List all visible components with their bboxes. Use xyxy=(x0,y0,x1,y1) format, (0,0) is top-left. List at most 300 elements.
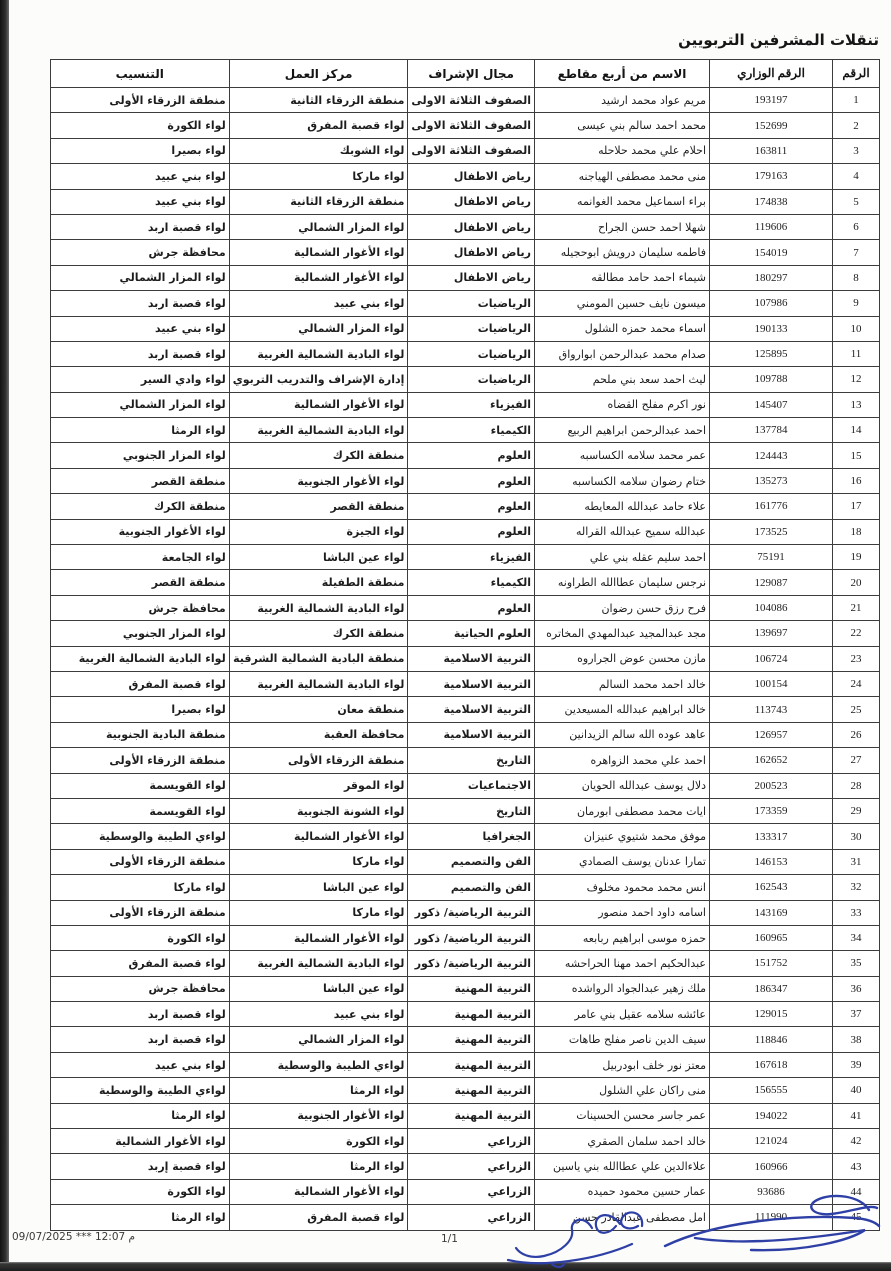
table-row xyxy=(50,88,879,113)
cell-work_center: لواء المزار الشمالي xyxy=(229,1027,408,1052)
cell-name: اسماء محمد حمزه الشلول xyxy=(535,316,710,341)
cell-assignment: منطقة البادية الجنوبية xyxy=(50,722,229,747)
cell-name: مجد عبدالمجيد عبدالمهدي المخاتره xyxy=(535,621,710,646)
cell-assignment: منطقة الزرقاء الأولى xyxy=(50,748,229,773)
cell-num: 44 xyxy=(833,1179,880,1204)
cell-name: اسامه داود احمد منصور xyxy=(535,900,710,925)
cell-name: انس محمد محمود مخلوف xyxy=(535,875,710,900)
cell-work_center: لواء الأغوار الجنوبية xyxy=(229,1103,408,1128)
cell-ministry_id: 162652 xyxy=(710,748,833,773)
table-row xyxy=(50,418,879,443)
cell-work_center: لواء ماركا xyxy=(229,900,408,925)
cell-name: صدام محمد عبدالرحمن ابوارواق xyxy=(535,341,710,366)
cell-num: 6 xyxy=(833,214,880,239)
cell-name: تمارا عدنان يوسف الصمادي xyxy=(535,849,710,874)
cell-work_center: لواء البادية الشمالية الغربية xyxy=(229,341,408,366)
cell-ministry_id: 118846 xyxy=(710,1027,833,1052)
cell-ministry_id: 124443 xyxy=(710,443,833,468)
cell-ministry_id: 145407 xyxy=(710,392,833,417)
cell-num: 2 xyxy=(833,113,880,138)
signature-right xyxy=(655,1188,885,1268)
table-row xyxy=(50,773,879,798)
cell-num: 19 xyxy=(833,545,880,570)
cell-ministry_id: 156555 xyxy=(710,1078,833,1103)
cell-field: العلوم xyxy=(408,468,535,493)
table-row xyxy=(50,164,879,189)
table-row xyxy=(50,291,879,316)
cell-ministry_id: 143169 xyxy=(710,900,833,925)
cell-num: 40 xyxy=(833,1078,880,1103)
cell-name: عبدالحكيم احمد مهنا الحراحشه xyxy=(535,951,710,976)
table-row xyxy=(50,1154,879,1179)
cell-ministry_id: 193197 xyxy=(710,88,833,113)
cell-assignment: منطقة القصر xyxy=(50,570,229,595)
table-row xyxy=(50,951,879,976)
cell-field: رياض الاطفال xyxy=(408,214,535,239)
cell-work_center: منطقة القصر xyxy=(229,494,408,519)
cell-work_center: منطقة الكرك xyxy=(229,443,408,468)
table-row xyxy=(50,1027,879,1052)
cell-name: عبدالله سميح عبدالله القراله xyxy=(535,519,710,544)
cell-assignment: لواء المزار الجنوبي xyxy=(50,621,229,646)
cell-name: عاهد عوده الله سالم الزيدانين xyxy=(535,722,710,747)
cell-name: خالد احمد محمد السالم xyxy=(535,671,710,696)
cell-num: 30 xyxy=(833,824,880,849)
table-row xyxy=(50,113,879,138)
cell-num: 15 xyxy=(833,443,880,468)
cell-ministry_id: 186347 xyxy=(710,976,833,1001)
cell-assignment: منطقة الكرك xyxy=(50,494,229,519)
cell-field: الرياضيات xyxy=(408,291,535,316)
scan-edge-left xyxy=(0,0,9,1271)
cell-num: 18 xyxy=(833,519,880,544)
table-row xyxy=(50,595,879,620)
cell-ministry_id: 161776 xyxy=(710,494,833,519)
table-row xyxy=(50,189,879,214)
cell-work_center: لواء الشونة الجنوبية xyxy=(229,798,408,823)
cell-field: التربية المهنية xyxy=(408,1078,535,1103)
cell-ministry_id: 152699 xyxy=(710,113,833,138)
cell-name: ليث احمد سعد بني ملحم xyxy=(535,367,710,392)
cell-field: التربية الاسلامية xyxy=(408,646,535,671)
cell-assignment: لواءي الطيبة والوسطية xyxy=(50,824,229,849)
cell-field: الفن والتصميم xyxy=(408,849,535,874)
cell-assignment: لواء بصيرا xyxy=(50,697,229,722)
cell-num: 4 xyxy=(833,164,880,189)
cell-num: 39 xyxy=(833,1052,880,1077)
cell-field: التربية المهنية xyxy=(408,1103,535,1128)
cell-field: الكيمياء xyxy=(408,570,535,595)
page-title: تنقلات المشرفين التربويين xyxy=(678,31,879,49)
cell-ministry_id: 151752 xyxy=(710,951,833,976)
header-number: الرقم xyxy=(833,60,880,88)
cell-ministry_id: 113743 xyxy=(710,697,833,722)
cell-num: 26 xyxy=(833,722,880,747)
table-row xyxy=(50,443,879,468)
cell-assignment: منطقة الزرقاء الأولى xyxy=(50,849,229,874)
table-body xyxy=(50,88,879,1231)
header-supervision-field: مجال الإشراف xyxy=(408,60,535,88)
cell-num: 31 xyxy=(833,849,880,874)
cell-field: الزراعي xyxy=(408,1205,535,1230)
cell-work_center: لواء عين الباشا xyxy=(229,976,408,1001)
cell-work_center: منطقة الزرقاء الأولى xyxy=(229,748,408,773)
cell-num: 1 xyxy=(833,88,880,113)
table-row xyxy=(50,1002,879,1027)
cell-assignment: لواء قصبة اربد xyxy=(50,1002,229,1027)
cell-field: العلوم xyxy=(408,519,535,544)
cell-ministry_id: 173359 xyxy=(710,798,833,823)
cell-num: 9 xyxy=(833,291,880,316)
cell-work_center: لواء الجيزة xyxy=(229,519,408,544)
cell-assignment: لواء قصبة إربد xyxy=(50,1154,229,1179)
table-row xyxy=(50,875,879,900)
cell-assignment: لواء قصبة المفرق xyxy=(50,671,229,696)
cell-ministry_id: 137784 xyxy=(710,418,833,443)
header-assignment: التنسيب xyxy=(50,60,229,88)
cell-field: التربية المهنية xyxy=(408,1052,535,1077)
table-row xyxy=(50,748,879,773)
footer-timestamp: 09/07/2025 *** 12:07 م xyxy=(12,1231,136,1243)
footer-page-number: 1/1 xyxy=(441,1233,458,1245)
cell-name: ختام رضوان سلامه الكساسبه xyxy=(535,468,710,493)
cell-work_center: منطقة الطفيلة xyxy=(229,570,408,595)
cell-field: التاريخ xyxy=(408,798,535,823)
cell-assignment: لواء الأغوار الشمالية xyxy=(50,1129,229,1154)
cell-name: خالد احمد سلمان الصقري xyxy=(535,1129,710,1154)
signature-center xyxy=(492,1200,662,1270)
cell-name: شهلا احمد حسن الجراح xyxy=(535,214,710,239)
cell-num: 7 xyxy=(833,240,880,265)
cell-field: الزراعي xyxy=(408,1129,535,1154)
cell-field: رياض الاطفال xyxy=(408,240,535,265)
cell-num: 8 xyxy=(833,265,880,290)
cell-name: موفق محمد شتيوي عنيزان xyxy=(535,824,710,849)
cell-assignment: لواء وادي السير xyxy=(50,367,229,392)
cell-field: التربية الاسلامية xyxy=(408,722,535,747)
cell-name: علاء حامد عبدالله المعايطه xyxy=(535,494,710,519)
cell-ministry_id: 111990 xyxy=(710,1205,833,1230)
cell-work_center: لواء الرمثا xyxy=(229,1078,408,1103)
table-row xyxy=(50,1103,879,1128)
cell-name: حمزه موسى ابراهيم ربابعه xyxy=(535,925,710,950)
cell-ministry_id: 121024 xyxy=(710,1129,833,1154)
cell-field: الكيمياء xyxy=(408,418,535,443)
cell-field: التربية الاسلامية xyxy=(408,697,535,722)
table-row xyxy=(50,925,879,950)
cell-assignment: لواء قصبة اربد xyxy=(50,1027,229,1052)
cell-assignment: لواء ماركا xyxy=(50,875,229,900)
table-row xyxy=(50,316,879,341)
transfers-table xyxy=(50,59,880,1231)
table-row xyxy=(50,1129,879,1154)
cell-field: التربية المهنية xyxy=(408,976,535,1001)
cell-work_center: لواء بني عبيد xyxy=(229,1002,408,1027)
cell-ministry_id: 93686 xyxy=(710,1179,833,1204)
cell-field: الزراعي xyxy=(408,1179,535,1204)
cell-ministry_id: 139697 xyxy=(710,621,833,646)
cell-assignment: منطقة الزرقاء الأولى xyxy=(50,88,229,113)
cell-num: 3 xyxy=(833,138,880,163)
cell-work_center: لواء البادية الشمالية الغربية xyxy=(229,418,408,443)
cell-name: منى راكان علي الشلول xyxy=(535,1078,710,1103)
table-row xyxy=(50,570,879,595)
cell-name: احمد علي محمد الزواهره xyxy=(535,748,710,773)
table-row xyxy=(50,519,879,544)
cell-field: الصفوف الثلاثة الاولى xyxy=(408,113,535,138)
cell-name: عمار حسين محمود حميده xyxy=(535,1179,710,1204)
table-row xyxy=(50,1078,879,1103)
cell-work_center: لواء المزار الشمالي xyxy=(229,214,408,239)
cell-work_center: منطقة البادية الشمالية الشرقية xyxy=(229,646,408,671)
cell-field: التربية الرياضية/ ذكور xyxy=(408,925,535,950)
cell-num: 42 xyxy=(833,1129,880,1154)
cell-num: 13 xyxy=(833,392,880,417)
cell-assignment: لواء الرمثا xyxy=(50,1103,229,1128)
cell-assignment: لواء الكورة xyxy=(50,1179,229,1204)
cell-work_center: لواء الكورة xyxy=(229,1129,408,1154)
cell-work_center: لواء الأغوار الشمالية xyxy=(229,265,408,290)
cell-field: الفن والتصميم xyxy=(408,875,535,900)
cell-assignment: لواء الكورة xyxy=(50,113,229,138)
cell-ministry_id: 119606 xyxy=(710,214,833,239)
table-row xyxy=(50,138,879,163)
cell-ministry_id: 174838 xyxy=(710,189,833,214)
cell-assignment: لواءي الطيبة والوسطية xyxy=(50,1078,229,1103)
cell-assignment: محافظة جرش xyxy=(50,976,229,1001)
cell-work_center: لواء المزار الشمالي xyxy=(229,316,408,341)
cell-assignment: لواء الجامعة xyxy=(50,545,229,570)
table-row xyxy=(50,341,879,366)
cell-name: ايات محمد مصطفى ابورمان xyxy=(535,798,710,823)
cell-work_center: لواء الأغوار الشمالية xyxy=(229,392,408,417)
cell-field: الاجتماعيات xyxy=(408,773,535,798)
cell-ministry_id: 154019 xyxy=(710,240,833,265)
cell-ministry_id: 100154 xyxy=(710,671,833,696)
cell-field: التاريخ xyxy=(408,748,535,773)
cell-work_center: منطقة الزرقاء الثانية xyxy=(229,189,408,214)
cell-num: 38 xyxy=(833,1027,880,1052)
cell-assignment: لواء بصيرا xyxy=(50,138,229,163)
cell-work_center: لواء عين الباشا xyxy=(229,545,408,570)
cell-work_center: منطقة معان xyxy=(229,697,408,722)
cell-work_center: لواء الأغوار الجنوبية xyxy=(229,468,408,493)
cell-work_center: لواء قصبة المفرق xyxy=(229,113,408,138)
cell-ministry_id: 125895 xyxy=(710,341,833,366)
cell-num: 20 xyxy=(833,570,880,595)
cell-field: العلوم الحياتية xyxy=(408,621,535,646)
cell-num: 37 xyxy=(833,1002,880,1027)
cell-ministry_id: 163811 xyxy=(710,138,833,163)
table-row xyxy=(50,824,879,849)
cell-ministry_id: 200523 xyxy=(710,773,833,798)
cell-name: براء اسماعيل محمد الغوانمه xyxy=(535,189,710,214)
cell-assignment: لواء البادية الشمالية الغربية xyxy=(50,646,229,671)
cell-name: امل مصطفى عبدالقادر حسن xyxy=(535,1205,710,1230)
table-row xyxy=(50,976,879,1001)
cell-ministry_id: 104086 xyxy=(710,595,833,620)
cell-num: 45 xyxy=(833,1205,880,1230)
cell-assignment: لواء الكورة xyxy=(50,925,229,950)
cell-num: 25 xyxy=(833,697,880,722)
table-row xyxy=(50,798,879,823)
cell-work_center: منطقة الكرك xyxy=(229,621,408,646)
cell-num: 27 xyxy=(833,748,880,773)
cell-ministry_id: 194022 xyxy=(710,1103,833,1128)
cell-assignment: لواء بني عبيد xyxy=(50,316,229,341)
header-name: الاسم من أربع مقاطع xyxy=(535,60,710,88)
cell-name: محمد احمد سالم بني عيسى xyxy=(535,113,710,138)
cell-field: الفيزياء xyxy=(408,392,535,417)
table-row xyxy=(50,240,879,265)
cell-name: شيماء احمد حامد مطالقه xyxy=(535,265,710,290)
cell-name: علاءالدين علي عطاالله بني ياسين xyxy=(535,1154,710,1179)
cell-field: الرياضيات xyxy=(408,316,535,341)
cell-field: الزراعي xyxy=(408,1154,535,1179)
cell-num: 32 xyxy=(833,875,880,900)
cell-num: 17 xyxy=(833,494,880,519)
cell-name: عمر جاسر محسن الحسينات xyxy=(535,1103,710,1128)
table-row xyxy=(50,697,879,722)
cell-assignment: لواء بني عبيد xyxy=(50,189,229,214)
cell-num: 10 xyxy=(833,316,880,341)
cell-name: عائشه سلامه عقيل بني عامر xyxy=(535,1002,710,1027)
cell-work_center: محافظة العقبة xyxy=(229,722,408,747)
cell-assignment: محافظة جرش xyxy=(50,595,229,620)
cell-name: مريم عواد محمد ارشيد xyxy=(535,88,710,113)
header-row xyxy=(50,60,879,88)
cell-ministry_id: 129087 xyxy=(710,570,833,595)
cell-assignment: منطقة القصر xyxy=(50,468,229,493)
cell-work_center: لواء قصبة المفرق xyxy=(229,1205,408,1230)
cell-ministry_id: 126957 xyxy=(710,722,833,747)
cell-ministry_id: 179163 xyxy=(710,164,833,189)
cell-name: فرح رزق حسن رضوان xyxy=(535,595,710,620)
cell-field: الرياضيات xyxy=(408,341,535,366)
cell-field: رياض الاطفال xyxy=(408,265,535,290)
table-row xyxy=(50,1052,879,1077)
cell-ministry_id: 109788 xyxy=(710,367,833,392)
cell-assignment: لواء المزار الجنوبي xyxy=(50,443,229,468)
cell-num: 29 xyxy=(833,798,880,823)
cell-work_center: لواء الموقر xyxy=(229,773,408,798)
cell-field: الجغرافيا xyxy=(408,824,535,849)
cell-name: مازن محسن عوض الجراروه xyxy=(535,646,710,671)
cell-ministry_id: 173525 xyxy=(710,519,833,544)
cell-assignment: لواء الرمثا xyxy=(50,418,229,443)
cell-field: العلوم xyxy=(408,443,535,468)
cell-name: نور اكرم مفلح القضاه xyxy=(535,392,710,417)
table-row xyxy=(50,646,879,671)
cell-assignment: لواء الأغوار الجنوبية xyxy=(50,519,229,544)
cell-field: التربية الرياضية/ ذكور xyxy=(408,951,535,976)
cell-assignment: لواء قصبة المفرق xyxy=(50,951,229,976)
cell-work_center: منطقة الزرقاء الثانية xyxy=(229,88,408,113)
cell-name: ميسون نايف حسين المومني xyxy=(535,291,710,316)
cell-ministry_id: 160965 xyxy=(710,925,833,950)
cell-assignment: منطقة الزرقاء الأولى xyxy=(50,900,229,925)
cell-field: رياض الاطفال xyxy=(408,189,535,214)
cell-assignment: لواء الرمثا xyxy=(50,1205,229,1230)
cell-num: 5 xyxy=(833,189,880,214)
cell-name: سيف الدين ناصر مفلح طاهات xyxy=(535,1027,710,1052)
cell-num: 33 xyxy=(833,900,880,925)
cell-work_center: إدارة الإشراف والتدريب التربوي xyxy=(229,367,408,392)
table-row xyxy=(50,367,879,392)
table-row xyxy=(50,671,879,696)
cell-ministry_id: 167618 xyxy=(710,1052,833,1077)
cell-num: 14 xyxy=(833,418,880,443)
table-row xyxy=(50,468,879,493)
cell-assignment: لواء القويسمة xyxy=(50,798,229,823)
cell-assignment: لواء قصبة اربد xyxy=(50,341,229,366)
cell-field: الصفوف الثلاثة الاولى xyxy=(408,88,535,113)
cell-name: دلال يوسف عبدالله الحويان xyxy=(535,773,710,798)
cell-field: التربية الاسلامية xyxy=(408,671,535,696)
cell-ministry_id: 160966 xyxy=(710,1154,833,1179)
cell-name: معتز نور خلف ابودربيل xyxy=(535,1052,710,1077)
cell-num: 36 xyxy=(833,976,880,1001)
cell-assignment: لواء بني عبيد xyxy=(50,1052,229,1077)
cell-field: الفيزياء xyxy=(408,545,535,570)
cell-num: 41 xyxy=(833,1103,880,1128)
cell-field: الرياضيات xyxy=(408,367,535,392)
cell-num: 22 xyxy=(833,621,880,646)
cell-assignment: لواء القويسمة xyxy=(50,773,229,798)
cell-assignment: لواء قصبة اربد xyxy=(50,291,229,316)
cell-ministry_id: 162543 xyxy=(710,875,833,900)
cell-num: 35 xyxy=(833,951,880,976)
cell-assignment: لواء المزار الشمالي xyxy=(50,392,229,417)
cell-name: فاطمه سليمان درويش ابوحجيله xyxy=(535,240,710,265)
header-ministry-number: الرقم الوزاري xyxy=(710,60,833,88)
table-row xyxy=(50,900,879,925)
cell-field: رياض الاطفال xyxy=(408,164,535,189)
table-row xyxy=(50,265,879,290)
cell-work_center: لواء ماركا xyxy=(229,849,408,874)
cell-work_center: لواء عين الباشا xyxy=(229,875,408,900)
cell-work_center: لواء البادية الشمالية الغربية xyxy=(229,951,408,976)
cell-assignment: لواء قصبة اربد xyxy=(50,214,229,239)
cell-name: نرجس سليمان عطاالله الطراونه xyxy=(535,570,710,595)
cell-work_center: لواء الأغوار الشمالية xyxy=(229,240,408,265)
cell-work_center: لواء الأغوار الشمالية xyxy=(229,925,408,950)
cell-ministry_id: 75191 xyxy=(710,545,833,570)
table-row xyxy=(50,545,879,570)
header-work-center: مركز العمل xyxy=(229,60,408,88)
cell-name: احلام علي محمد حلاحله xyxy=(535,138,710,163)
cell-ministry_id: 190133 xyxy=(710,316,833,341)
cell-work_center: لواءي الطيبة والوسطية xyxy=(229,1052,408,1077)
table-row xyxy=(50,392,879,417)
table-row xyxy=(50,722,879,747)
cell-num: 43 xyxy=(833,1154,880,1179)
cell-ministry_id: 106724 xyxy=(710,646,833,671)
cell-name: منى محمد مصطفى الهياجنه xyxy=(535,164,710,189)
cell-num: 16 xyxy=(833,468,880,493)
cell-field: التربية الرياضية/ ذكور xyxy=(408,900,535,925)
table-row xyxy=(50,214,879,239)
cell-assignment: محافظة جرش xyxy=(50,240,229,265)
cell-num: 24 xyxy=(833,671,880,696)
cell-ministry_id: 129015 xyxy=(710,1002,833,1027)
cell-num: 12 xyxy=(833,367,880,392)
cell-field: العلوم xyxy=(408,595,535,620)
cell-work_center: لواء ماركا xyxy=(229,164,408,189)
cell-field: الصفوف الثلاثة الاولى xyxy=(408,138,535,163)
table-row xyxy=(50,494,879,519)
cell-num: 34 xyxy=(833,925,880,950)
